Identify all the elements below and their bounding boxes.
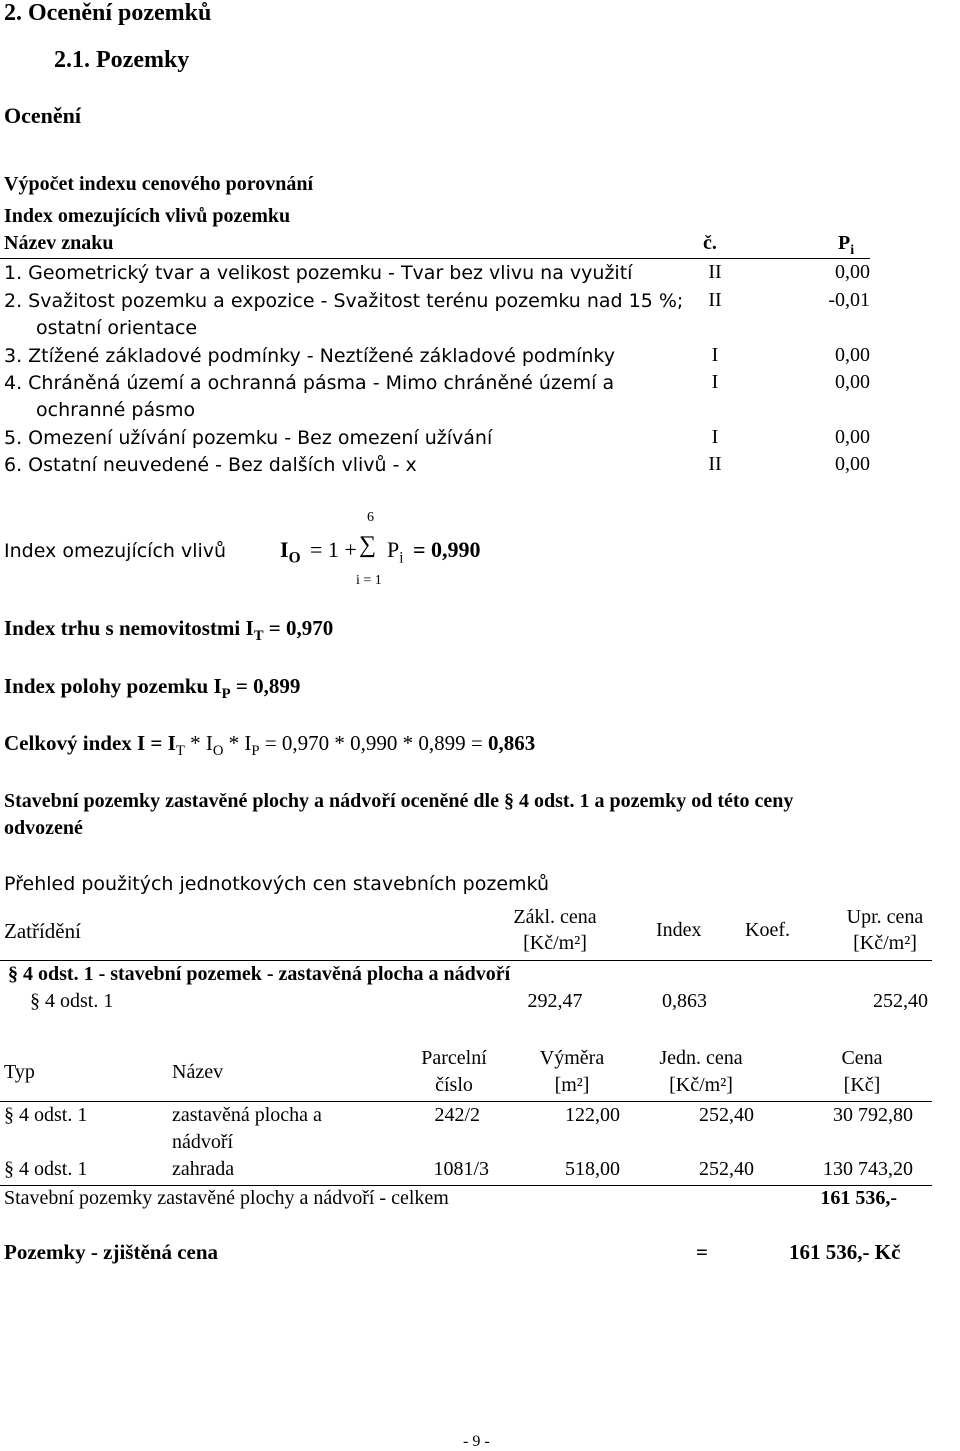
parcel-col-number: Parcelní (421, 1047, 487, 1069)
summary-value: 161 536,- Kč (789, 1240, 901, 1264)
unit-row-index: 0,863 (662, 990, 707, 1012)
formula-sigma: ∑ (359, 532, 377, 558)
formula-pi (387, 537, 404, 567)
parcel-total-value: 161 536,- (820, 1187, 897, 1209)
parcel-row-1-name-cont: nádvoří (172, 1131, 234, 1153)
formula-lower-limit: i = 1 (356, 573, 382, 588)
total-index-label: Celkový index I = I (4, 731, 176, 755)
section-title: 2.1. Pozemky (54, 47, 190, 73)
parcel-row-2-area: 518,00 (565, 1158, 620, 1180)
unit-header-rule (0, 960, 932, 961)
factor-row-1-text: 1. Geometrický tvar a velikost pozemku - Tvar bez vlivu na využití (4, 262, 633, 284)
parcel-col-unit-price-unit: [Kč/m²] (669, 1074, 733, 1096)
parcel-row-1-price: 30 792,80 (833, 1104, 913, 1126)
unit-col-base: Zákl. cena (513, 906, 597, 928)
factor-col-no: č. (703, 232, 717, 254)
factor-row-2-text-cont: ostatní orientace (36, 317, 198, 339)
parcel-col-area-unit: [m²] (554, 1074, 590, 1096)
position-index-value: = 0,899 (230, 674, 301, 698)
unit-row-class: § 4 odst. 1 (30, 990, 114, 1012)
parcel-row-1-number: 242/2 (434, 1104, 480, 1126)
formula-label: Index omezujících vlivů (4, 540, 227, 562)
parcel-col-price-unit: [Kč] (843, 1074, 881, 1096)
unit-row-adj: 252,40 (873, 990, 928, 1012)
formula-pi-sub: i (399, 549, 404, 567)
formula-pi-main: P (387, 537, 400, 562)
factor-col-p-main: P (838, 232, 851, 254)
parcel-row-2-number: 1081/3 (433, 1158, 489, 1180)
parcel-row-2-price: 130 743,20 (823, 1158, 913, 1180)
parcel-row-1-area: 122,00 (565, 1104, 620, 1126)
formula-upper-limit: 6 (367, 510, 374, 525)
summary-eq: = (696, 1240, 708, 1264)
unit-col-base-unit: [Kč/m²] (523, 932, 587, 954)
factor-row-5-text: 5. Omezení užívání pozemku - Bez omezení užívání (4, 427, 493, 449)
factor-col-p-sub: i (850, 243, 855, 258)
parcel-total-label: Stavební pozemky zastavěné plochy a nádvoří - celkem (4, 1187, 449, 1209)
parcel-col-number-2: číslo (435, 1074, 473, 1096)
factor-col-p (838, 232, 854, 259)
formula-io-main: I (280, 537, 289, 562)
market-index-label: Index trhu s nemovitostmi I (4, 616, 254, 640)
parcel-col-unit-price: Jedn. cena (659, 1047, 743, 1069)
subsection-title: Ocenění (4, 103, 81, 128)
parcel-row-1-unit-price: 252,40 (699, 1104, 754, 1126)
factor-row-3-text: 3. Ztížené základové podmínky - Neztížené základové podmínky (4, 345, 616, 367)
market-index-value: = 0,970 (263, 616, 334, 640)
parcel-total-rule (0, 1185, 932, 1186)
factor-row-4-p: 0,00 (835, 371, 870, 393)
unit-col-class: Zatřídění (4, 919, 81, 943)
total-index-mid2: * I (223, 731, 252, 755)
total-index-value: 0,863 (488, 731, 536, 755)
total-index-calc: = 0,970 * 0,990 * 0,899 = (259, 731, 489, 755)
chapter-title: 2. Ocenění pozemků (4, 0, 212, 26)
parcel-col-price: Cena (841, 1047, 883, 1069)
unit-row-base: 292,47 (527, 990, 583, 1012)
factor-row-6-p: 0,00 (835, 453, 870, 475)
limits-title: Index omezujících vlivů pozemku (4, 205, 291, 227)
building-section-line1: Stavební pozemky zastavěné plochy a nádvoří oceněné dle § 4 odst. 1 a pozemky od této ceny (4, 790, 794, 812)
total-index-p: P (251, 743, 260, 760)
total-index-t: T (175, 743, 185, 760)
factor-row-2-no: II (708, 289, 722, 311)
position-index-label: Index polohy pozemku I (4, 674, 222, 698)
factor-row-6-no: II (708, 453, 722, 475)
parcel-row-2-name: zahrada (172, 1158, 235, 1180)
factor-row-1-no: II (708, 261, 722, 283)
parcel-col-name: Název (172, 1061, 224, 1083)
factor-row-5-p: 0,00 (835, 426, 870, 448)
factor-row-4-text-cont: ochranné pásmo (36, 399, 196, 421)
factor-row-6-text: 6. Ostatní neuvedené - Bez dalších vlivů - x (4, 454, 417, 476)
factor-header-rule (0, 258, 870, 259)
parcel-row-1-type: § 4 odst. 1 (4, 1104, 88, 1126)
parcel-col-area: Výměra (539, 1047, 605, 1069)
unit-price-title: Přehled použitých jednotkových cen stavebních pozemků (4, 873, 549, 895)
total-index (4, 731, 535, 760)
factor-row-2-p: -0,01 (828, 289, 870, 311)
unit-col-index: Index (656, 919, 702, 941)
market-index (4, 616, 333, 645)
unit-col-adj: Upr. cena (846, 906, 924, 928)
unit-col-adj-unit: [Kč/m²] (853, 932, 917, 954)
factor-row-5-no: I (711, 426, 719, 448)
factor-row-2-text: 2. Svažitost pozemku a expozice - Svažitost terénu pozemku nad 15 %; (4, 290, 684, 312)
factor-row-3-p: 0,00 (835, 344, 870, 366)
page-number: - 9 - (463, 1433, 490, 1450)
parcel-col-type: Typ (4, 1061, 35, 1083)
parcel-row-2-type: § 4 odst. 1 (4, 1158, 88, 1180)
factor-row-3-no: I (711, 344, 719, 366)
formula-io-sub: O (288, 549, 301, 567)
parcel-header-rule (0, 1101, 932, 1102)
total-index-o: O (212, 743, 224, 760)
factor-row-1-p: 0,00 (835, 261, 870, 283)
factor-row-4-text: 4. Chráněná území a ochranná pásma - Mimo chráněné území a (4, 372, 615, 394)
formula-eq: = 1 + (310, 537, 357, 562)
total-index-mid1: * I (184, 731, 213, 755)
unit-group-label: § 4 odst. 1 - stavební pozemek - zastavěná plocha a nádvoří (8, 963, 511, 985)
unit-col-coef: Koef. (745, 919, 790, 941)
position-index (4, 674, 300, 703)
formula-result: = 0,990 (413, 537, 481, 562)
parcel-row-2-unit-price: 252,40 (699, 1158, 754, 1180)
summary-label: Pozemky - zjištěná cena (4, 1240, 219, 1264)
building-section-line2: odvozené (4, 817, 83, 839)
calc-title: Výpočet indexu cenového porovnání (4, 173, 314, 195)
market-index-sub: T (253, 628, 264, 645)
formula-io-symbol (280, 537, 301, 567)
position-index-sub: P (221, 686, 231, 703)
parcel-row-1-name: zastavěná plocha a (172, 1104, 322, 1126)
factor-col-name: Název znaku (4, 232, 114, 254)
factor-row-4-no: I (711, 371, 719, 393)
